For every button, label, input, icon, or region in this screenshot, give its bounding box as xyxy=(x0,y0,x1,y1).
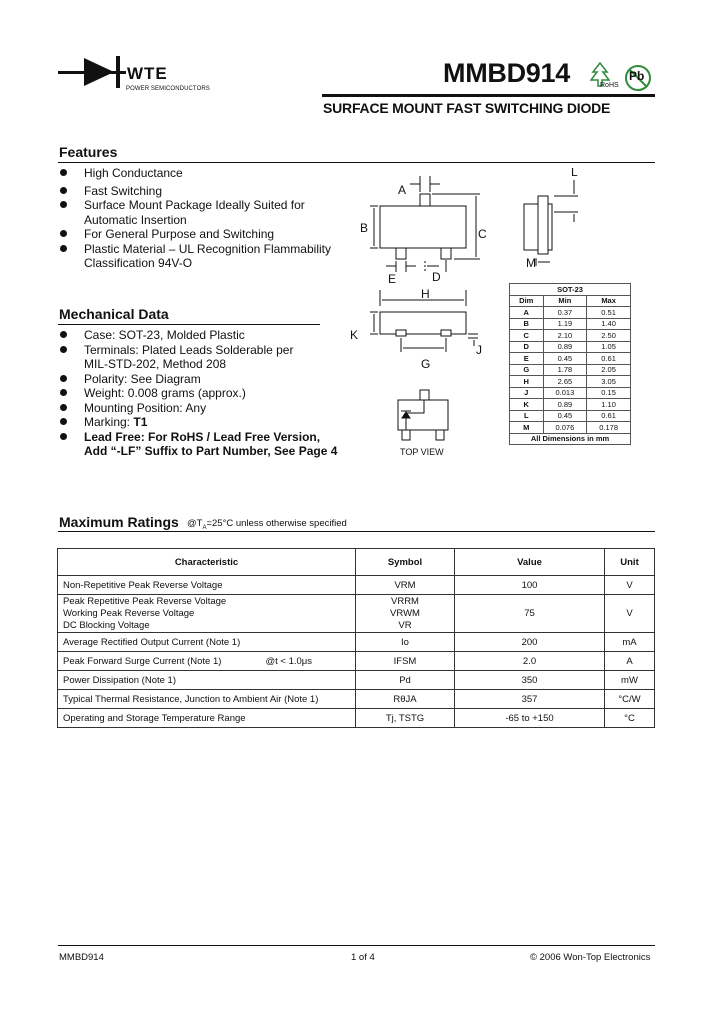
table-row: Operating and Storage Temperature Range Tj, TSTG -65 to +150 °C xyxy=(58,709,655,728)
logo-subtext: POWER SEMICONDUCTORS xyxy=(126,86,210,92)
footer-part-number: MMBD914 xyxy=(59,952,104,963)
dim-label-g: G xyxy=(421,357,431,371)
table-row: Average Rectified Output Current (Note 1) Io 200 mA xyxy=(58,633,655,652)
mechanical-title: Mechanical Data xyxy=(59,306,169,322)
dim-label-l: L xyxy=(571,168,578,179)
table-row: Non-Repetitive Peak Reverse Voltage VRM 100 V xyxy=(58,576,655,595)
dim-label-c: C xyxy=(478,227,487,241)
dim-header-min: Min xyxy=(543,295,587,307)
list-item: For General Purpose and Switching xyxy=(59,227,339,242)
top-view-label: TOP VIEW xyxy=(400,447,444,457)
table-row: L 0.45 0.61 xyxy=(510,410,631,422)
dim-label-h: H xyxy=(421,287,430,301)
footer-copyright: © 2006 Won-Top Electronics xyxy=(530,952,651,963)
max-ratings-condition: $@T_A=25^\circ C$ unless otherwise specified xyxy=(187,518,347,531)
max-ratings-rule xyxy=(58,531,655,532)
dimension-table xyxy=(509,283,631,445)
list-item: Lead Free: For RoHS / Lead Free Version, Add “-LF” Suffix to Part Number, See Page 4 xyxy=(59,430,349,459)
table-row: M 0.076 0.178 xyxy=(510,422,631,434)
list-item: Plastic Material – UL Recognition Flammability Classification 94V-O xyxy=(59,242,339,271)
part-number: MMBD914 xyxy=(443,58,570,88)
table-row: E 0.45 0.61 xyxy=(510,353,631,365)
features-title: Features xyxy=(59,144,118,160)
list-item: High Conductance xyxy=(59,166,339,181)
col-header-unit: Unit xyxy=(605,549,655,576)
rohs-label: RoHS xyxy=(600,82,619,89)
col-header-characteristic: Characteristic xyxy=(58,549,356,576)
table-row: G 1.78 2.05 xyxy=(510,364,631,376)
list-item: Marking: T1 xyxy=(59,415,349,430)
table-row: C 2.10 2.50 xyxy=(510,330,631,342)
table-row: B 1.19 1.40 xyxy=(510,318,631,330)
table-row: Typical Thermal Resistance, Junction to Ambient Air (Note 1) RθJA 357 °C/W xyxy=(58,690,655,709)
list-item: Fast Switching xyxy=(59,184,339,199)
table-row: A 0.37 0.51 xyxy=(510,307,631,319)
dim-table-footer: All Dimensions in mm xyxy=(510,433,631,445)
dim-label-d: D xyxy=(432,270,441,284)
list-item: Mounting Position: Any xyxy=(59,401,349,416)
dim-label-b: B xyxy=(360,221,369,235)
logo-text: WTE xyxy=(127,64,168,83)
mechanical-list xyxy=(59,328,349,459)
list-item: Case: SOT-23, Molded Plastic xyxy=(59,328,349,343)
mechanical-rule xyxy=(58,324,320,325)
diode-symbol-icon xyxy=(58,56,126,88)
table-row: Power Dissipation (Note 1) Pd 350 mW xyxy=(58,671,655,690)
sot23-package-diagram xyxy=(340,168,510,468)
dim-label-e: E xyxy=(388,272,397,286)
col-header-value: Value xyxy=(455,549,605,576)
dim-label-k: K xyxy=(350,328,359,342)
dim-header-max: Max xyxy=(587,295,631,307)
table-row: Peak Forward Surge Current (Note 1) @t < 1.0μs IFSM 2.0 A xyxy=(58,652,655,671)
table-row: J 0.013 0.15 xyxy=(510,387,631,399)
dim-table-title: SOT-23 xyxy=(510,284,631,296)
list-item: Polarity: See Diagram xyxy=(59,372,349,387)
list-item: Terminals: Plated Leads Solderable per MIL-STD-202, Method 208 xyxy=(59,343,349,372)
features-list xyxy=(59,166,339,271)
list-item: Weight: 0.008 grams (approx.) xyxy=(59,386,349,401)
table-row: D 0.89 1.05 xyxy=(510,341,631,353)
col-header-symbol: Symbol xyxy=(356,549,455,576)
max-ratings-table xyxy=(57,548,655,728)
product-subtitle: SURFACE MOUNT FAST SWITCHING DIODE xyxy=(323,100,611,116)
sot23-side-view xyxy=(516,168,596,273)
footer-rule xyxy=(58,945,655,946)
max-ratings-title: Maximum Ratings xyxy=(59,514,179,530)
dim-label-a: A xyxy=(398,183,407,197)
dim-header-dim: Dim xyxy=(510,295,544,307)
header-rule xyxy=(322,94,655,97)
footer-page-number: 1 of 4 xyxy=(351,952,375,963)
pb-label: Pb xyxy=(629,69,645,83)
dim-label-m: M xyxy=(526,256,536,270)
list-item: Surface Mount Package Ideally Suited for Automatic Insertion xyxy=(59,198,339,227)
dim-label-j: J xyxy=(476,343,482,357)
features-rule xyxy=(58,162,655,163)
table-row: K 0.89 1.10 xyxy=(510,399,631,411)
table-row: H 2.65 3.05 xyxy=(510,376,631,388)
table-row: Peak Repetitive Peak Reverse Voltage Working Peak Reverse Voltage DC Blocking Voltage VRRM VRWM VR 75 V xyxy=(58,595,655,633)
